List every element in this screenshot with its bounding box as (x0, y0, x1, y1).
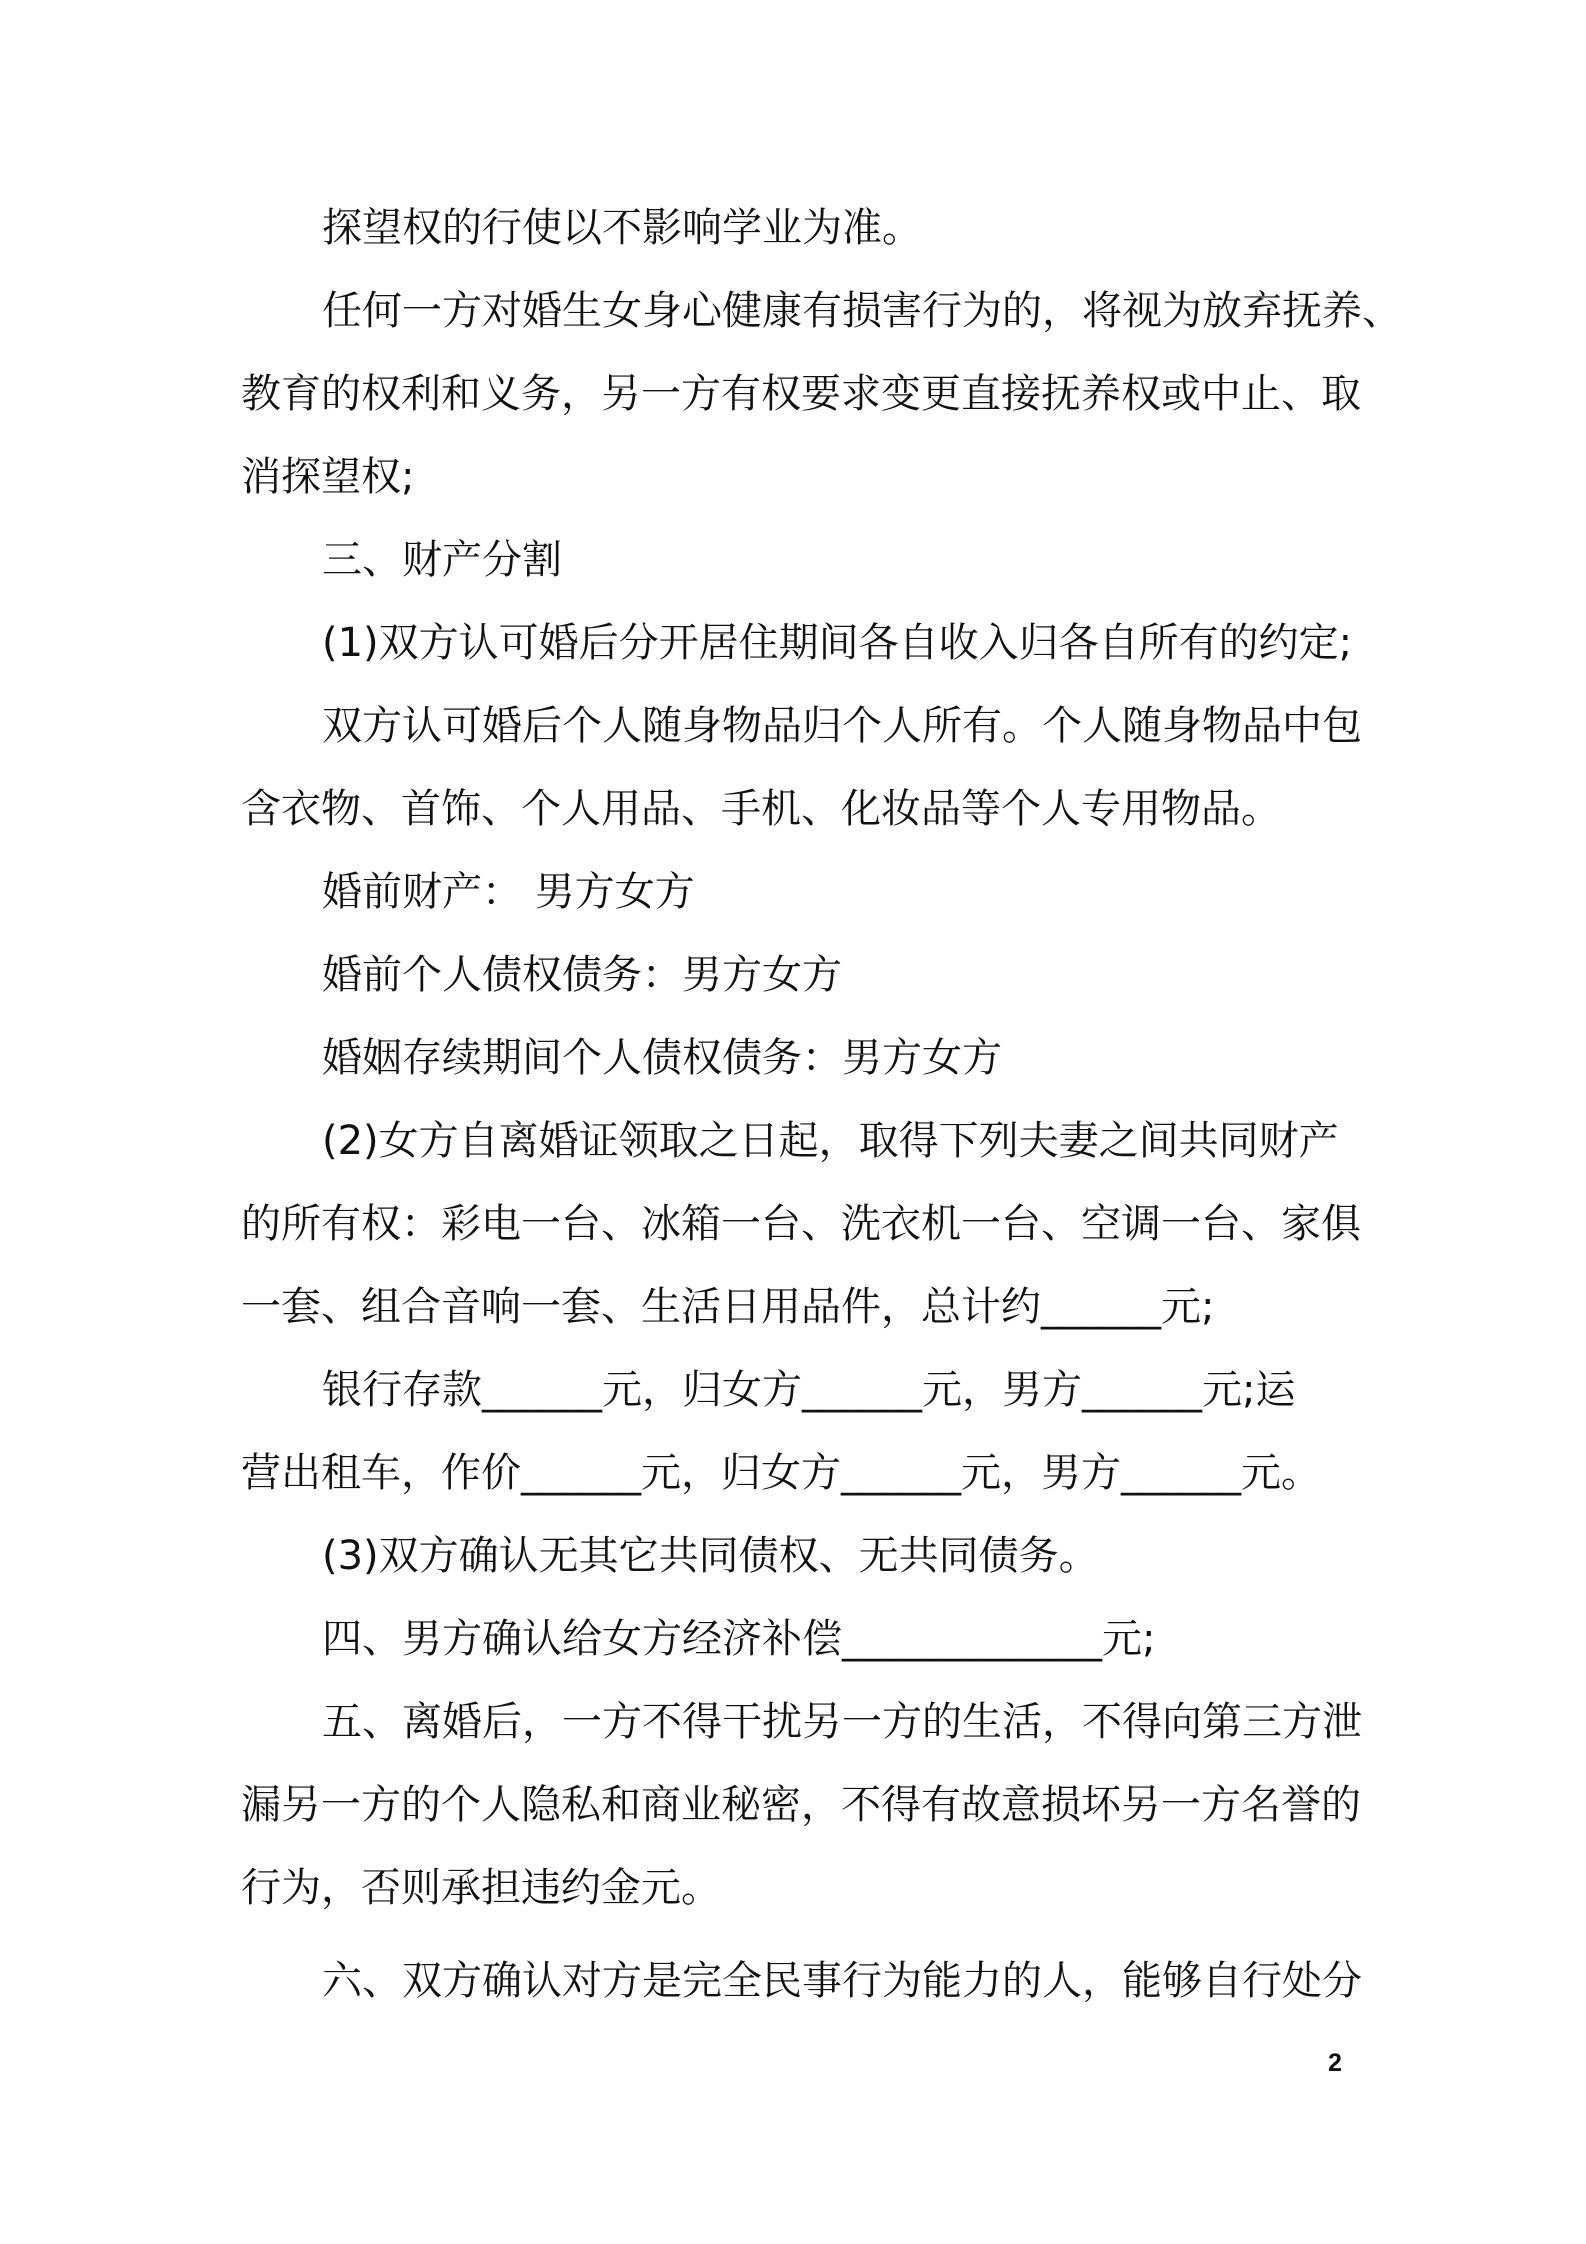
section-heading: 三、财产分割 (322, 537, 562, 583)
paragraph-line: 婚前财产： 男方女方 (322, 869, 695, 915)
section-heading: 四、男方确认给女方经济补偿_____________元; (322, 1616, 1156, 1662)
paragraph-line: 的所有权：彩电一台、冰箱一台、洗衣机一台、空调一台、家俱 (241, 1201, 1361, 1247)
paragraph-line: (3)双方确认无其它共同债权、无共同债务。 (322, 1533, 1099, 1579)
paragraph-line: 含衣物、首饰、个人用品、手机、化妆品等个人专用物品。 (241, 786, 1281, 832)
paragraph-line: (2)女方自离婚证领取之日起，取得下列夫妻之间共同财产 (322, 1118, 1339, 1164)
paragraph-line: 双方认可婚后个人随身物品归个人所有。个人随身物品中包 (322, 703, 1362, 749)
paragraph-line: 营出租车，作价______元，归女方______元，男方______元。 (241, 1450, 1321, 1496)
paragraph-line: 一套、组合音响一套、生活日用品件，总计约______元; (241, 1284, 1215, 1330)
paragraph-line: 漏另一方的个人隐私和商业秘密，不得有故意损坏另一方名誉的 (241, 1782, 1361, 1828)
paragraph-line: 婚姻存续期间个人债权债务：男方女方 (322, 1035, 1002, 1081)
paragraph-line: 行为，否则承担违约金元。 (241, 1865, 721, 1911)
paragraph-line: 消探望权; (241, 454, 415, 500)
page-number: 2 (1328, 2049, 1342, 2077)
paragraph-line: 银行存款______元，归女方______元，男方______元;运 (322, 1367, 1296, 1413)
paragraph-line: 婚前个人债权债务：男方女方 (322, 952, 842, 998)
paragraph-line: 教育的权利和义务，另一方有权要求变更直接抚养权或中止、取 (241, 371, 1361, 417)
paragraph-line: 六、双方确认对方是完全民事行为能力的人，能够自行处分 (322, 1958, 1362, 2004)
paragraph-line: (1)双方认可婚后分开居住期间各自收入归各自所有的约定; (322, 620, 1353, 666)
paragraph-line: 探望权的行使以不影响学业为准。 (322, 205, 922, 251)
paragraph-line: 五、离婚后，一方不得干扰另一方的生活，不得向第三方泄 (322, 1699, 1362, 1745)
paragraph-line: 任何一方对婚生女身心健康有损害行为的，将视为放弃抚养、 (322, 288, 1402, 334)
